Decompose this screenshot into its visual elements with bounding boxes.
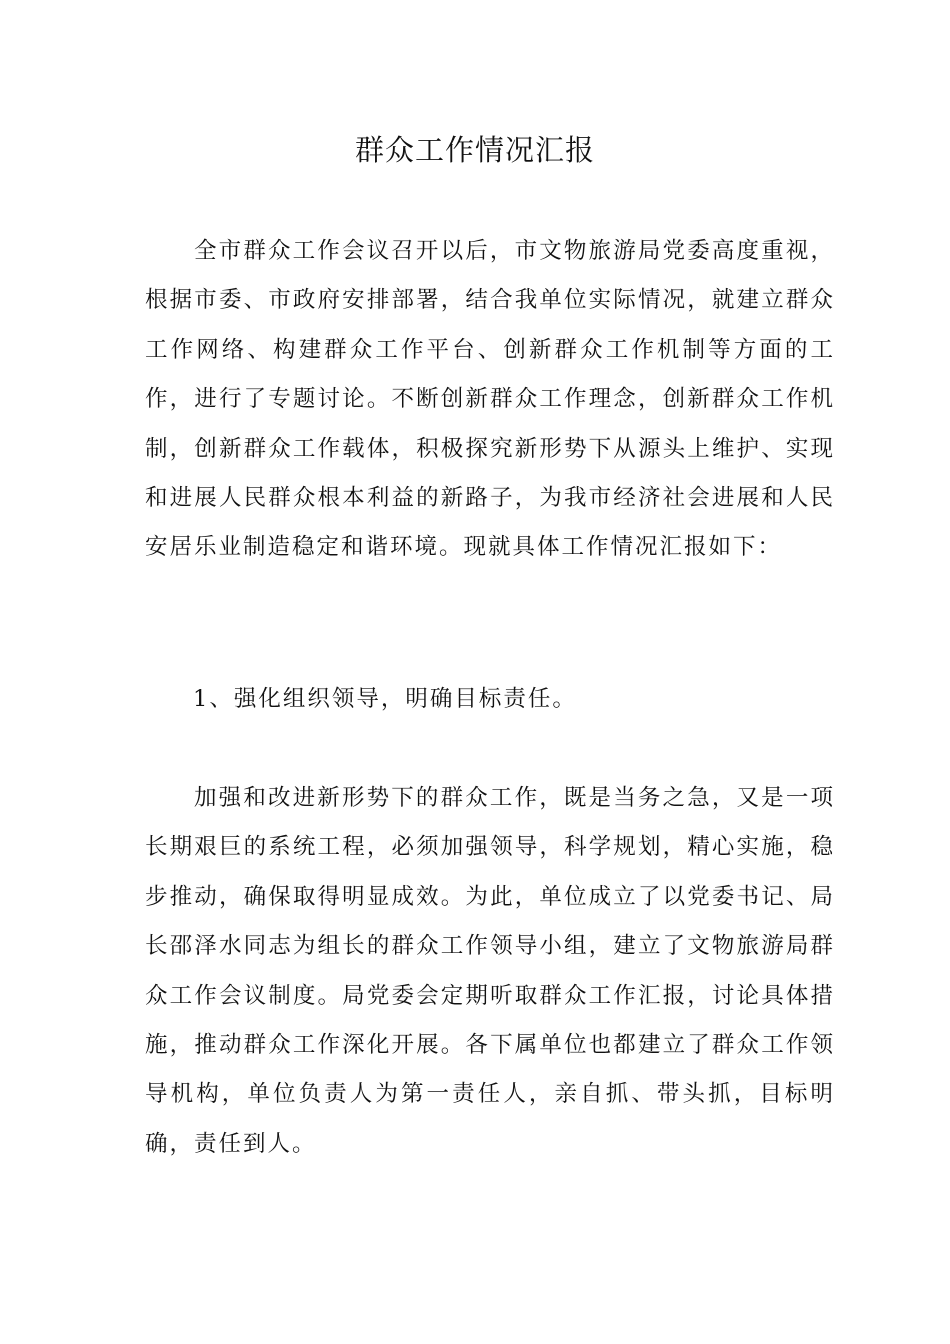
document-title: 群众工作情况汇报 xyxy=(354,133,595,167)
section-heading: 1、强化组织领导，明确目标责任。 xyxy=(193,686,577,712)
intro-paragraph: 全市群众工作会议召开以后，市文物旅游局党委高度重视，根据市委、市政府安排部署，结合我单位实际情况，就建立群众工作网络、构建群众工作平台、创新群众工作机制等方面的工作，进行了专题讨论。不断创新群众工作理念，创新群众工作机制，创新群众工作载体，积极探究新形势下从源头上维护、实现和进展人民群众根本利益的新路子，为我市经济社会进展和人民安居乐业制造稳定和谐环境。现就具体工作情况汇报如下： xyxy=(145,238,835,561)
section-paragraph: 加强和改进新形势下的群众工作，既是当务之急，又是一项长期艰巨的系统工程，必须加强领导，科学规划，精心实施，稳步推动，确保取得明显成效。为此，单位成立了以党委书记、局长邵泽水同志为组长的群众工作领导小组，建立了文物旅游局群众工作会议制度。局党委会定期听取群众工作汇报，讨论具体措施，推动群众工作深化开展。各下属单位也都建立了群众工作领导机构，单位负责人为第一责任人，亲自抓、带头抓，目标明确，责任到人。 xyxy=(145,785,835,1157)
